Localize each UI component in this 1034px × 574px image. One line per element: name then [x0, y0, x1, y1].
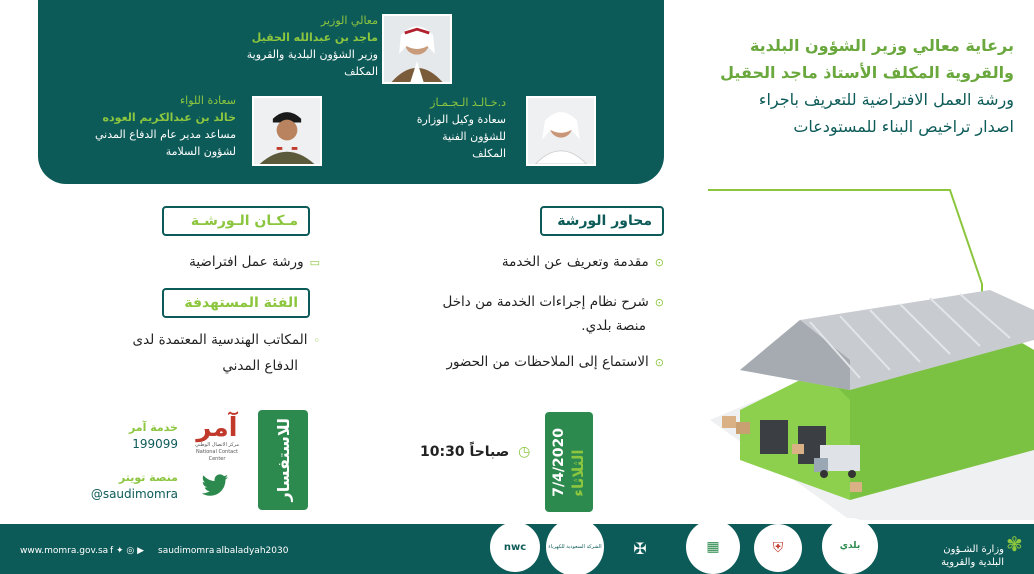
minister-info — [158, 12, 378, 80]
axes-item-2b — [386, 314, 646, 338]
clock-icon: ◷ — [518, 444, 531, 460]
nwc-logo-text: nwc — [503, 541, 527, 553]
deputy-info — [336, 94, 506, 162]
check-icon: ⊙ — [654, 296, 664, 309]
housing-logo — [686, 520, 740, 574]
venue-value-text: ورشة عمل افتراضية — [189, 254, 304, 270]
general-title: سعادة اللواء — [180, 94, 236, 107]
axes-item-2b-text: منصة بلدي. — [581, 318, 646, 334]
palm-emblem-icon: ✾ — [1006, 532, 1023, 556]
authority-logo — [612, 528, 668, 568]
audience-line-1 — [60, 328, 320, 353]
speakers-panel — [38, 0, 664, 184]
sec-logo — [546, 518, 604, 574]
deputy-role: سعادة وكيل الوزارة — [416, 113, 506, 126]
intro-line-3: ورشة العمل الافتراضية للتعريف باجراء — [758, 90, 1014, 109]
balady-logo-text: بلدي — [839, 541, 861, 551]
sec-logo-text: الشركة السعودية للكهرباء — [548, 544, 602, 550]
footer-hashtag[interactable]: albaladyah2030 — [216, 546, 289, 556]
minister-role-2: المكلف — [344, 65, 378, 78]
check-icon: ⊙ — [654, 356, 664, 369]
axes-heading: محاور الورشة — [540, 206, 664, 236]
twitter-contact — [70, 470, 178, 502]
ministry-logo — [884, 530, 1004, 569]
pin-icon: ◦ — [313, 334, 320, 347]
general-role-2: لشؤون السلامة — [165, 145, 236, 158]
date-banner — [545, 412, 593, 512]
twitter-label: منصة تويتر — [118, 471, 178, 484]
axes-item-3-text: الاستماع إلى الملاحظات من الحضور — [446, 354, 649, 370]
amr-logo-sub-en: National Contact Center — [196, 449, 238, 462]
footer-social[interactable]: saudimomra — [158, 546, 215, 556]
intro-text — [674, 32, 1014, 140]
general-role: مساعد مدير عام الدفاع المدني — [94, 128, 236, 141]
axes-item-2 — [384, 290, 664, 315]
intro-line-2: والقروية المكلف الأستاذ ماجد الحقيل — [720, 63, 1014, 82]
minister-role: وزير الشؤون البلدية والقروية — [246, 48, 378, 61]
amr-logo — [190, 414, 244, 463]
axes-item-1-text: مقدمة وتعريف عن الخدمة — [501, 254, 649, 270]
audience-line-1-text: المكاتب الهندسية المعتمدة لدى — [132, 332, 308, 348]
service-contact — [110, 420, 178, 452]
twitter-icon[interactable] — [200, 474, 230, 498]
deputy-role-3: المكلف — [472, 147, 506, 160]
shield-icon: ⛨ — [772, 540, 784, 556]
footer-website[interactable]: www.momra.gov.sa — [20, 546, 109, 556]
footer — [0, 524, 1034, 574]
check-icon: ⊙ — [654, 256, 664, 269]
time-row — [420, 444, 530, 460]
audience-line-2 — [98, 354, 298, 378]
deputy-role-2: للشؤون الفنية — [442, 130, 506, 143]
inquiry-banner-text: للاستفسار — [273, 418, 293, 502]
civil-defense-logo — [754, 524, 802, 572]
time-text: 10:30 صباحاً — [420, 444, 510, 460]
intro-line-1: برعاية معالي وزير الشؤون البلدية — [749, 36, 1014, 55]
general-photo — [252, 96, 322, 166]
amr-logo-sub: مركز الاتصال الوطني — [194, 442, 240, 448]
deputy-title: د.خـالـد الـجـمـاز — [430, 96, 506, 109]
ministry-name: وزارة الشـؤون البلدية والقروية — [941, 544, 1004, 568]
deputy-photo — [526, 96, 596, 166]
emblem-icon: ✠ — [633, 538, 647, 558]
intro-line-4: اصدار تراخيص البناء للمستودعات — [793, 117, 1014, 136]
minister-title: معالي الوزير — [320, 14, 378, 27]
axes-item-2-text: شرح نظام إجراءات الخدمة من داخل — [442, 294, 649, 310]
twitter-handle[interactable]: @saudimomra — [90, 487, 178, 501]
screen-icon: ▭ — [309, 256, 320, 269]
amr-logo-text: آمر — [196, 413, 238, 443]
general-name: خالد بن عبدالكريم العوده — [102, 111, 236, 124]
date-text: 7/4/2020 — [551, 427, 567, 497]
day-text: الثلاثاء — [569, 449, 587, 497]
general-info — [36, 92, 236, 160]
service-number: 199099 — [132, 437, 178, 451]
axes-item-1 — [384, 250, 664, 275]
nwc-logo — [490, 522, 540, 572]
warehouse-illustration — [700, 270, 1034, 520]
axes-item-3 — [364, 350, 664, 375]
building-icon: ▦ — [706, 539, 720, 555]
venue-value — [120, 250, 320, 275]
minister-name: ماجد بن عبدالله الحقيل — [251, 31, 378, 44]
footer-social-icons: f ✦ ◎ ▶ — [110, 546, 145, 556]
audience-heading: الفئة المستهدفة — [162, 288, 310, 318]
inquiry-banner — [258, 410, 308, 510]
balady-logo — [822, 518, 878, 574]
audience-line-2-text: الدفاع المدني — [222, 358, 298, 374]
venue-heading: مـكـان الـورشـة — [162, 206, 310, 236]
service-label: خدمة آمر — [128, 421, 178, 434]
minister-photo — [382, 14, 452, 84]
